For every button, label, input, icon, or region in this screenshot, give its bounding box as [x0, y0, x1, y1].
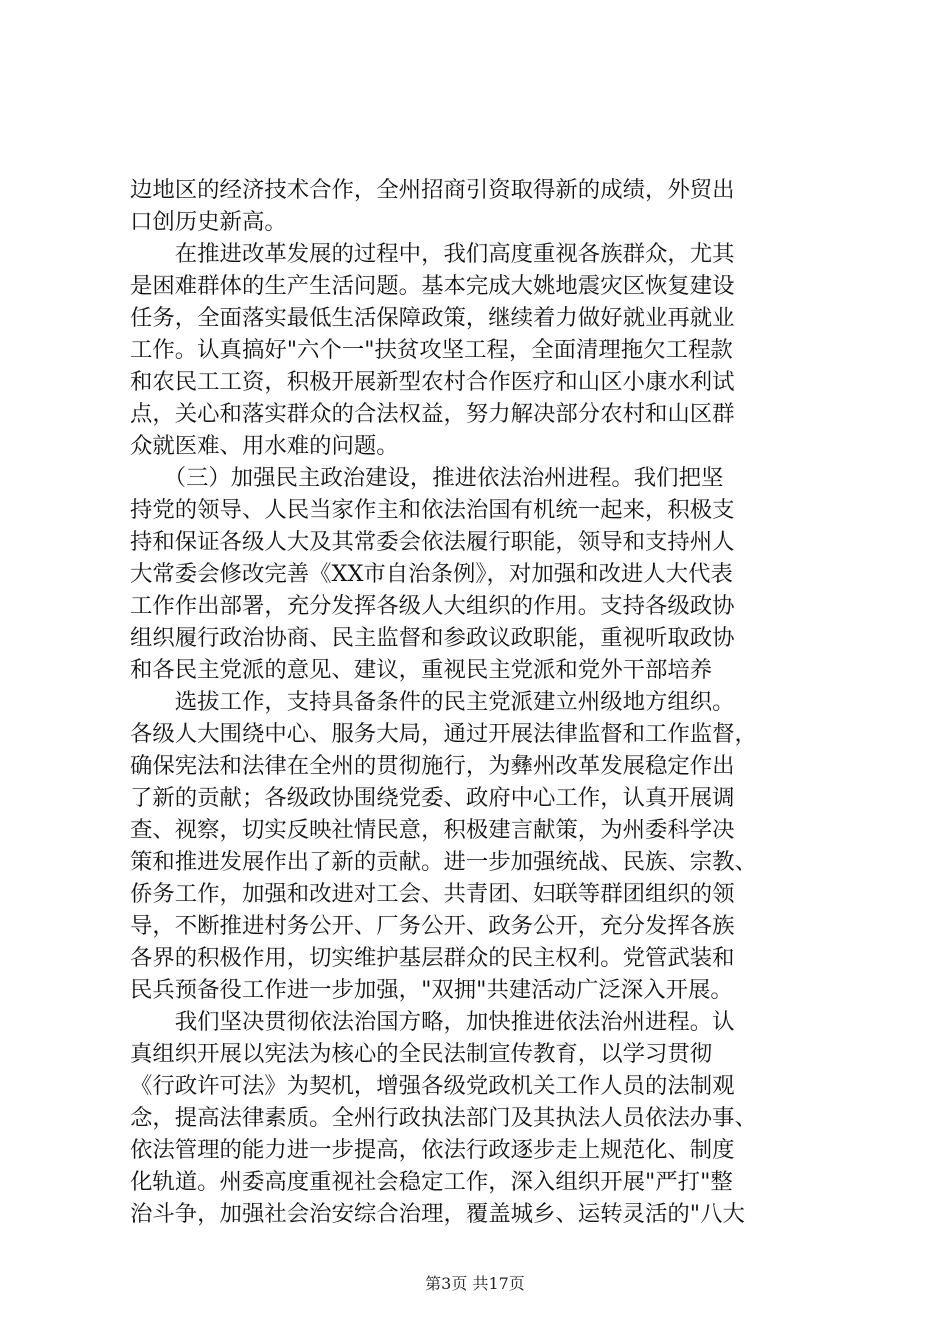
body-text — [130, 174, 820, 1230]
text-line: 了新的贡献；各级政协围绕党委、政府中心工作，认真开展调 — [130, 785, 735, 811]
text-line: 查、视察，切实反映社情民意，积极建言献策，为州委科学决 — [130, 817, 735, 843]
text-line: 是困难群体的生产生活问题。基本完成大姚地震灾区恢复建设 — [130, 273, 735, 299]
text-line: 侨务工作，加强和改进对工会、共青团、妇联等群团组织的领 — [130, 881, 735, 907]
text-line: 和各民主党派的意见、建议，重视民主党派和党外干部培养 — [130, 657, 713, 683]
text-line: 依法管理的能力进一步提高，依法行政逐步走上规范化、制度 — [130, 1137, 735, 1163]
text-line: 念，提高法律素质。全州行政执法部门及其执法人员依法办事、 — [130, 1105, 757, 1131]
text-line: 各级人大围绕中心、服务大局，通过开展法律监督和工作监督， — [130, 721, 757, 747]
text-line: 大常委会修改完善《XX市自治条例》，对加强和改进人大代表 — [130, 561, 733, 587]
text-line: 口创历史新高。 — [130, 209, 287, 235]
text-line: 点，关心和落实群众的合法权益，努力解决部分农村和山区群 — [130, 401, 735, 427]
text-line: 和农民工工资，积极开展新型农村合作医疗和山区小康水利试 — [130, 369, 735, 395]
text-line: 真组织开展以宪法为核心的全民法制宣传教育，以学习贯彻 — [130, 1041, 713, 1067]
text-line: 民兵预备役工作进一步加强，"双拥"共建活动广泛深入开展。 — [130, 977, 733, 1003]
text-line: 化轨道。州委高度重视社会稳定工作，深入组织开展"严打"整 — [130, 1169, 733, 1195]
text-line: 边地区的经济技术合作，全州招商引资取得新的成绩，外贸出 — [130, 177, 735, 203]
text-line: （三）加强民主政治建设，推进依法治州进程。我们把坚 — [130, 465, 724, 491]
text-line: 组织履行政治协商、民主监督和参政议政职能，重视听取政协 — [130, 625, 735, 651]
text-line: 《行政许可法》为契机，增强各级党政机关工作人员的法制观 — [130, 1073, 735, 1099]
text-line: 众就医难、用水难的问题。 — [130, 433, 399, 459]
text-line: 任务，全面落实最低生活保障政策，继续着力做好就业再就业 — [130, 305, 735, 331]
text-line: 工作作出部署，充分发挥各级人大组织的作用。支持各级政协 — [130, 593, 735, 619]
text-line: 治斗争，加强社会治安综合治理，覆盖城乡、运转灵活的"八大 — [130, 1201, 745, 1227]
text-line: 导，不断推进村务公开、厂务公开、政务公开，充分发挥各族 — [130, 913, 735, 939]
text-line: 持和保证各级人大及其常委会依法履行职能，领导和支持州人 — [130, 529, 735, 555]
text-line: 确保宪法和法律在全州的贯彻施行，为彝州改革发展稳定作出 — [130, 753, 735, 779]
text-line: 各界的积极作用，切实维护基层群众的民主权利。党管武装和 — [130, 945, 735, 971]
text-line: 选拔工作，支持具备条件的民主党派建立州级地方组织。 — [130, 689, 735, 715]
text-line: 持党的领导、人民当家作主和依法治国有机统一起来，积极支 — [130, 497, 735, 523]
text-line: 策和推进发展作出了新的贡献。进一步加强统战、民族、宗教、 — [130, 849, 757, 875]
text-line: 在推进改革发展的过程中，我们高度重视各族群众，尤其 — [130, 241, 735, 267]
text-line: 我们坚决贯彻依法治国方略，加快推进依法治州进程。认 — [130, 1009, 735, 1035]
page-number-footer: 第3页 共17页 — [425, 1274, 525, 1293]
text-line: 工作。认真搞好"六个一"扶贫攻坚工程，全面清理拖欠工程款 — [130, 337, 733, 363]
